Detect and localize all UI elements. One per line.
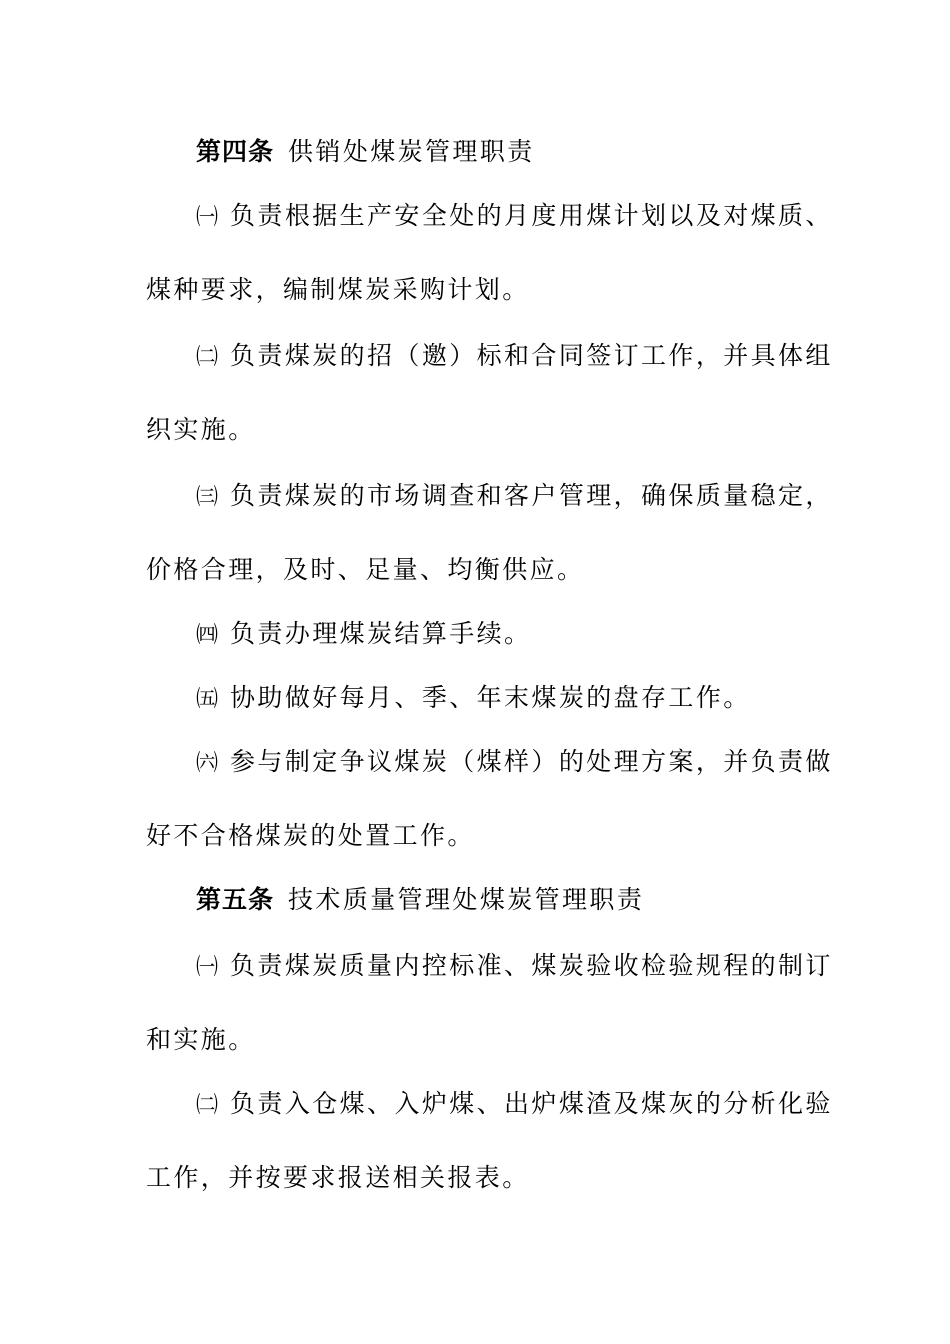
item-text: 负责煤炭的市场调查和客户管理，确保质量稳定， bbox=[230, 481, 833, 510]
article-5-item-2-continuation: 工作，并按要求报送相关报表。 bbox=[146, 1163, 530, 1192]
article-5-number: 第五条 bbox=[196, 885, 275, 914]
item-text: 负责煤炭的招（邀）标和合同签订工作，并具体组 bbox=[230, 341, 833, 370]
article-4-item-1 bbox=[196, 200, 833, 234]
item-text: 负责入仓煤、入炉煤、出炉煤渣及煤灰的分析化验 bbox=[230, 1089, 833, 1118]
article-4-item-3 bbox=[196, 480, 833, 514]
article-4-item-3-continuation: 价格合理，及时、足量、均衡供应。 bbox=[146, 555, 585, 584]
article-5-item-1 bbox=[196, 950, 833, 984]
item-marker: ㈥ bbox=[196, 751, 219, 776]
article-4-item-2 bbox=[196, 340, 833, 374]
item-marker: ㈠ bbox=[196, 205, 219, 230]
item-text: 负责根据生产安全处的月度用煤计划以及对煤质、 bbox=[230, 201, 833, 230]
item-marker: ㈠ bbox=[196, 955, 219, 980]
article-5-title: 技术质量管理处煤炭管理职责 bbox=[288, 885, 645, 914]
item-text: 参与制定争议煤炭（煤样）的处理方案，并负责做 bbox=[230, 747, 833, 776]
article-5-item-1-continuation: 和实施。 bbox=[146, 1025, 256, 1054]
article-5-heading bbox=[196, 884, 644, 916]
article-4-number: 第四条 bbox=[196, 137, 275, 166]
article-4-item-1-continuation: 煤种要求，编制煤炭采购计划。 bbox=[146, 275, 530, 304]
item-text: 协助做好每月、季、年末煤炭的盘存工作。 bbox=[230, 683, 751, 712]
item-text: 负责煤炭质量内控标准、煤炭验收检验规程的制订 bbox=[230, 951, 833, 980]
article-4-item-4 bbox=[196, 618, 531, 652]
item-marker: ㈢ bbox=[196, 485, 219, 510]
article-4-item-6-continuation: 好不合格煤炭的处置工作。 bbox=[146, 821, 475, 850]
article-4-heading bbox=[196, 136, 535, 168]
item-marker: ㈤ bbox=[196, 687, 219, 712]
article-4-item-5 bbox=[196, 682, 751, 716]
item-marker: ㈡ bbox=[196, 1093, 219, 1118]
article-4-item-2-continuation: 织实施。 bbox=[146, 415, 256, 444]
item-marker: ㈣ bbox=[196, 623, 219, 648]
article-4-title: 供销处煤炭管理职责 bbox=[288, 137, 535, 166]
article-5-item-2 bbox=[196, 1088, 833, 1122]
item-marker: ㈡ bbox=[196, 345, 219, 370]
item-text: 负责办理煤炭结算手续。 bbox=[230, 619, 532, 648]
article-4-item-6 bbox=[196, 746, 833, 780]
